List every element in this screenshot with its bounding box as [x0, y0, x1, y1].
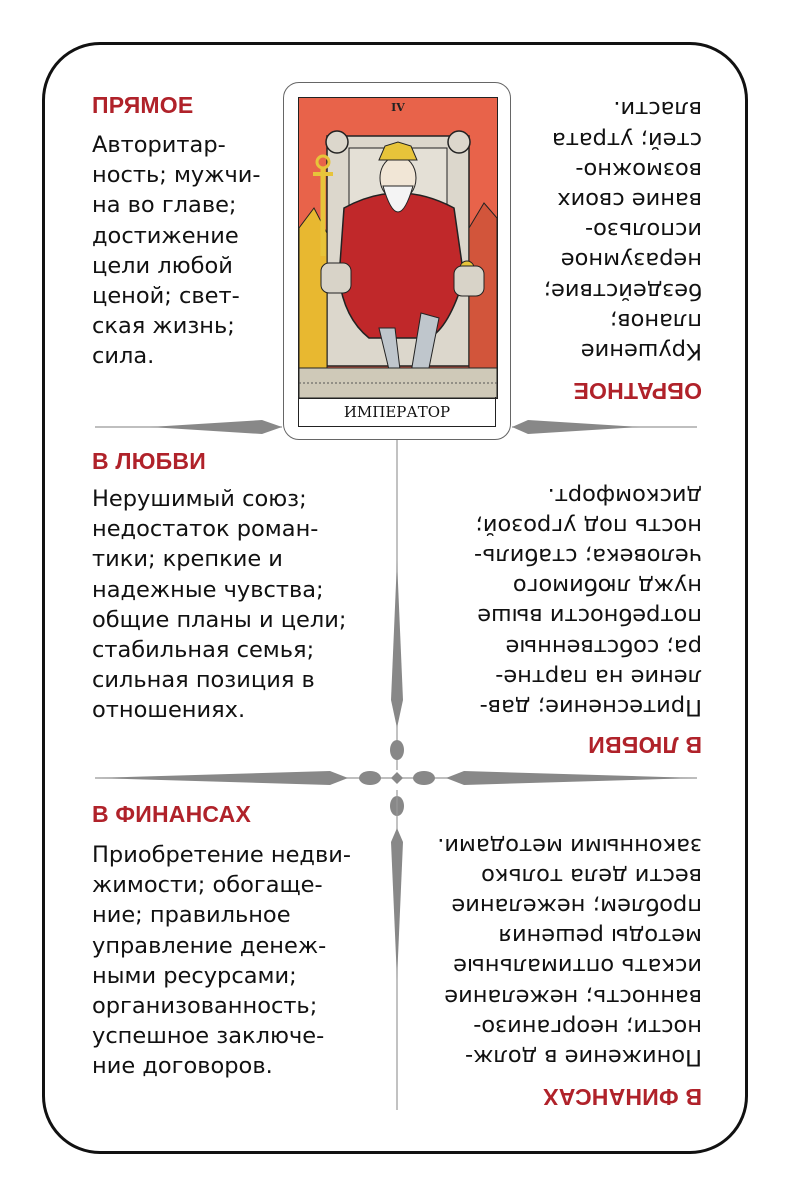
- love-reversed-heading: В ЛЮБВИ: [588, 732, 702, 758]
- upright-text: Авторитар- ность; мужчи- на во главе; достижение цели любой ценой; свет- ская жизнь; сила.: [92, 132, 261, 370]
- finance-upright-text: Приобретение недви- жимости; обогаще- ние; правильное управление денеж- ными ресурсами; организованность; успешное заключе- ние договоров.: [92, 842, 351, 1080]
- love-upright-heading: В ЛЮБВИ: [92, 448, 206, 474]
- upright-heading: ПРЯМОЕ: [92, 92, 194, 118]
- love-reversed-text: Притеснение; дав- ление на партне- ра; собственные потребности выше нужд любимого человека; стабиль- ность под угрозой; дискомфорт.: [473, 482, 702, 720]
- finance-upright-heading: В ФИНАНСАХ: [92, 801, 251, 827]
- finance-reversed-block: [428, 826, 702, 1110]
- reversed-block: [538, 92, 702, 404]
- reversed-heading: ОБРАТНОЕ: [573, 378, 702, 404]
- emperor-illustration: [298, 97, 498, 399]
- card-numeral: IV: [391, 101, 405, 114]
- finance-reversed-heading: В ФИНАНСАХ: [543, 1084, 702, 1110]
- tarot-card: [283, 82, 511, 440]
- reversed-text: Крушение планов; бездействие; неразумное использо- вание своих возможно- стей; утрата власти.: [543, 96, 702, 364]
- finance-reversed-text: Понижение в долж- ности; неорганизо- ванность; нежелание искать оптимальные методы решения проблем; нежелание вести дела только законными методами.: [437, 832, 702, 1070]
- emperor-figure-icon: [299, 98, 497, 398]
- card-name: ИМПЕРАТОР: [298, 397, 496, 427]
- love-reversed-block: [436, 476, 702, 758]
- love-upright-text: Нерушимый союз; недостаток роман- тики; крепкие и надежные чувства; общие планы и цели; стабильная семья; сильная позиция в отношениях.: [92, 486, 347, 724]
